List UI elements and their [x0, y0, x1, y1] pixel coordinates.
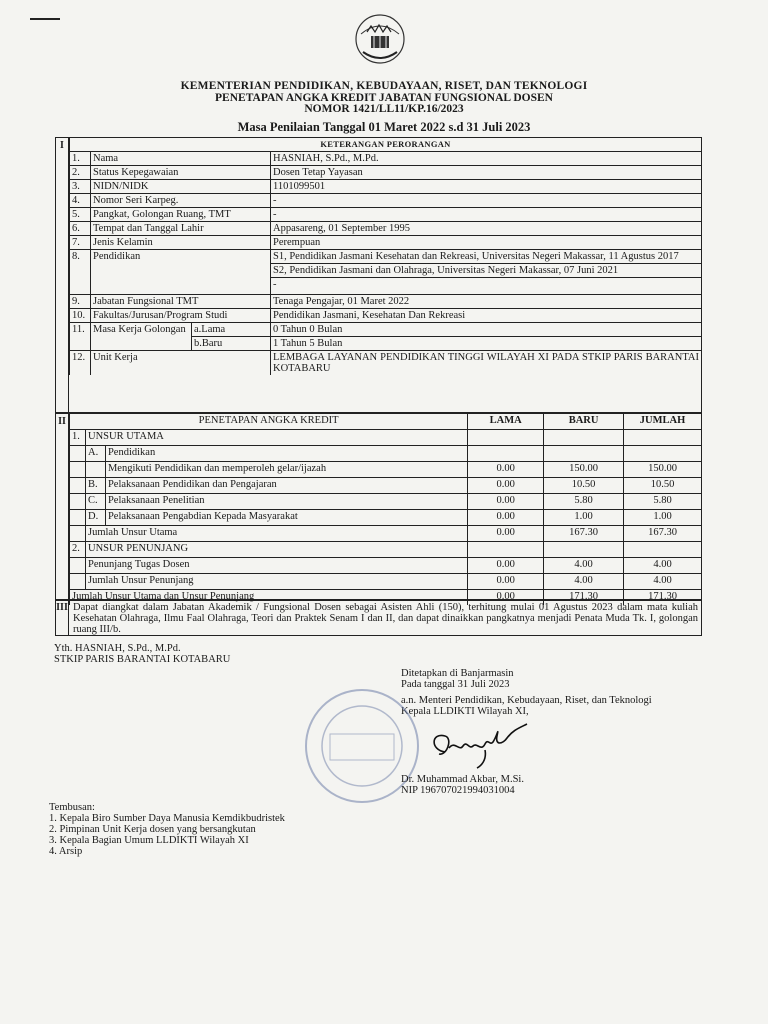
- table-row: [70, 494, 702, 510]
- tut-wuri-handayani-logo: [347, 12, 413, 68]
- lama-label: a.Lama: [192, 323, 271, 337]
- table-row: [70, 208, 702, 222]
- table-row: [70, 236, 702, 250]
- row-number: 10.: [70, 309, 91, 323]
- value-lama: 0.00: [468, 590, 544, 606]
- section-decision: [55, 600, 702, 636]
- table-row: [70, 558, 702, 574]
- row-label: Tempat dan Tanggal Lahir: [91, 222, 271, 236]
- row-number: 3.: [70, 180, 91, 194]
- value-lama: 0.00: [468, 558, 544, 574]
- row-number: 6.: [70, 222, 91, 236]
- list-item: 3. Kepala Bagian Umum LLDIKTI Wilayah XI: [49, 835, 249, 846]
- row-value: Tenaga Pengajar, 01 Maret 2022: [271, 295, 702, 309]
- item-label: Penunjang Tugas Dosen: [85, 558, 467, 574]
- list-item: 1. Kepala Biro Sumber Daya Manusia Kemdikbudristek: [49, 813, 285, 824]
- table-row: [70, 542, 702, 558]
- row-label: Jabatan Fungsional TMT: [91, 295, 271, 309]
- decision-text: Dapat diangkat dalam Jabatan Akademik / Fungsional Dosen sebagai Asisten Ahli (150), terhitung mulai 01 Agustus 2023 dalam mata kuliah Kesehatan Olahraga, Ilmu Faal Olahraga, Teori dan Praktek Senam I dan II, dan dapat dinaikkan pangkatnya menjadi Penata Muda Tk. I, golongan ruang III/b.: [73, 602, 698, 635]
- value-lama: 0.00: [468, 462, 544, 478]
- list-item: 4. Arsip: [49, 846, 83, 857]
- row-number: 2.: [70, 166, 91, 180]
- list-item: 2. Pimpinan Unit Kerja dosen yang bersangkutan: [49, 824, 256, 835]
- signatory-name: Dr. Muhammad Akbar, M.Si.: [401, 774, 524, 785]
- value-lama: 0.00: [468, 574, 544, 590]
- row-number: 11.: [70, 323, 91, 351]
- section-credit-score: [55, 413, 702, 600]
- row-number: 4.: [70, 194, 91, 208]
- table-row: [70, 166, 702, 180]
- baru-value: 1 Tahun 5 Bulan: [271, 337, 702, 351]
- row-value: -: [271, 208, 702, 222]
- handwritten-signature: [425, 722, 535, 772]
- value-baru: 150.00: [544, 462, 624, 478]
- table-row: [70, 323, 702, 337]
- row-label: Fakultas/Jurusan/Program Studi: [91, 309, 271, 323]
- row-value: Perempuan: [271, 236, 702, 250]
- scan-mark: [30, 18, 60, 20]
- item-letter: B.: [85, 478, 105, 494]
- group-title: UNSUR UTAMA: [85, 430, 467, 446]
- assessment-period: Masa Penilaian Tanggal 01 Maret 2022 s.d 31 Juli 2023: [237, 120, 531, 134]
- value-jumlah: 150.00: [624, 462, 702, 478]
- group-title: UNSUR PENUNJANG: [85, 542, 467, 558]
- carbon-copy-title: Tembusan:: [49, 802, 95, 813]
- value-jumlah: 167.30: [624, 526, 702, 542]
- row-value: Pendidikan Jasmani, Kesehatan Dan Rekreasi: [271, 309, 702, 323]
- value-jumlah: 4.00: [624, 558, 702, 574]
- row-label: Status Kepegawaian: [91, 166, 271, 180]
- row-number: 7.: [70, 236, 91, 250]
- item-letter: C.: [85, 494, 105, 510]
- recipient-block: [54, 643, 230, 665]
- subtotal-label: Jumlah Unsur Utama: [85, 526, 467, 542]
- total-label: Jumlah Unsur Utama dan Unsur Penunjang: [70, 590, 468, 606]
- value-baru: 167.30: [544, 526, 624, 542]
- value-jumlah: 10.50: [624, 478, 702, 494]
- table-row: [70, 152, 702, 166]
- table-row: [70, 526, 702, 542]
- value-lama: 0.00: [468, 478, 544, 494]
- signatory-nip: NIP 196707021994031004: [401, 785, 515, 796]
- table-row: [70, 194, 702, 208]
- section-number: I: [56, 138, 69, 412]
- recipient-name: Yth. HASNIAH, S.Pd., M.Pd.: [54, 643, 181, 654]
- row-label: Pangkat, Golongan Ruang, TMT: [91, 208, 271, 222]
- row-label: Nomor Seri Karpeg.: [91, 194, 271, 208]
- value-baru: 4.00: [544, 558, 624, 574]
- recipient-institution: STKIP PARIS BARANTAI KOTABARU: [54, 654, 231, 665]
- subtotal-label: Jumlah Unsur Penunjang: [85, 574, 467, 590]
- table-row: [70, 430, 702, 446]
- row-label: Nama: [91, 152, 271, 166]
- item-letter: A.: [85, 446, 105, 462]
- table-row: [70, 446, 702, 462]
- value-lama: 0.00: [468, 510, 544, 526]
- item-label: Mengikuti Pendidikan dan memperoleh gelar/ijazah: [105, 462, 467, 478]
- table-row: [70, 222, 702, 236]
- credit-score-table: [69, 414, 702, 605]
- table-row: [70, 462, 702, 478]
- signature-on-behalf: a.n. Menteri Pendidikan, Kebudayaan, Riset, dan Teknologi: [401, 695, 652, 706]
- education-s2: S2, Pendidikan Jasmani dan Olahraga, Universitas Negeri Makassar, 07 Juni 2021: [271, 264, 702, 278]
- table-row: [70, 180, 702, 194]
- column-header-lama: LAMA: [468, 414, 544, 430]
- value-baru: 171.30: [544, 590, 624, 606]
- baru-label: b.Baru: [192, 337, 271, 351]
- item-label: Pelaksanaan Pendidikan dan Pengajaran: [105, 478, 467, 494]
- item-label: Pelaksanaan Pengabdian Kepada Masyarakat: [105, 510, 467, 526]
- value-lama: 0.00: [468, 526, 544, 542]
- education-s1: S1, Pendidikan Jasmani Kesehatan dan Rekreasi, Universitas Negeri Makassar, 11 Agustus 2017: [271, 250, 702, 264]
- ministry-title: KEMENTERIAN PENDIDIKAN, KEBUDAYAAN, RISET, DAN TEKNOLOGI: [180, 80, 588, 92]
- signature-place: Ditetapkan di Banjarmasin: [401, 668, 514, 679]
- section-personal-info: [55, 137, 702, 413]
- column-header-jumlah: JUMLAH: [624, 414, 702, 430]
- table-row: [70, 250, 702, 264]
- row-value: HASNIAH, S.Pd., M.Pd.: [271, 152, 702, 166]
- document-title: PENETAPAN ANGKA KREDIT JABATAN FUNGSIONAL DOSEN: [215, 92, 553, 104]
- lama-value: 0 Tahun 0 Bulan: [271, 323, 702, 337]
- row-value: LEMBAGA LAYANAN PENDIDIKAN TINGGI WILAYAH XI PADA STKIP PARIS BARANTAI KOTABARU: [271, 351, 702, 376]
- row-label: Pendidikan: [91, 250, 271, 295]
- table-row: [70, 478, 702, 494]
- document-number: NOMOR 1421/LL11/KP.16/2023: [304, 103, 464, 115]
- row-number: 1.: [70, 152, 91, 166]
- row-number: 2.: [70, 542, 86, 558]
- table-row: [70, 138, 702, 152]
- row-number: 8.: [70, 250, 91, 295]
- column-header-baru: BARU: [544, 414, 624, 430]
- item-label: Pelaksanaan Penelitian: [105, 494, 467, 510]
- item-letter: D.: [85, 510, 105, 526]
- row-number: 9.: [70, 295, 91, 309]
- table-row: [70, 351, 702, 376]
- education-s3: -: [271, 278, 702, 295]
- section-title: PENETAPAN ANGKA KREDIT: [70, 414, 468, 430]
- row-number: 1.: [70, 430, 86, 446]
- value-lama: 0.00: [468, 494, 544, 510]
- carbon-copy-list: [49, 802, 285, 857]
- signature-date: Pada tanggal 31 Juli 2023: [401, 679, 510, 690]
- row-value: 1101099501: [271, 180, 702, 194]
- row-value: Dosen Tetap Yayasan: [271, 166, 702, 180]
- table-row: [70, 574, 702, 590]
- value-jumlah: 1.00: [624, 510, 702, 526]
- section-number: III: [56, 601, 69, 635]
- table-row: [70, 414, 702, 430]
- section-title: KETERANGAN PERORANGAN: [70, 138, 702, 152]
- value-baru: 4.00: [544, 574, 624, 590]
- personal-info-table: [69, 138, 702, 375]
- value-baru: 1.00: [544, 510, 624, 526]
- value-baru: 5.80: [544, 494, 624, 510]
- row-label: Jenis Kelamin: [91, 236, 271, 250]
- table-row: [70, 510, 702, 526]
- value-jumlah: 5.80: [624, 494, 702, 510]
- value-jumlah: 171.30: [624, 590, 702, 606]
- row-label: Unit Kerja: [91, 351, 271, 376]
- signature-role: Kepala LLDIKTI Wilayah XI,: [401, 706, 529, 717]
- row-label: NIDN/NIDK: [91, 180, 271, 194]
- row-value: -: [271, 194, 702, 208]
- table-row: [70, 295, 702, 309]
- row-number: 5.: [70, 208, 91, 222]
- item-label: Pendidikan: [105, 446, 467, 462]
- row-number: 12.: [70, 351, 91, 376]
- table-row: [70, 309, 702, 323]
- row-label: Masa Kerja Golongan: [91, 323, 192, 351]
- section-number: II: [56, 414, 69, 599]
- row-value: Appasareng, 01 September 1995: [271, 222, 702, 236]
- value-jumlah: 4.00: [624, 574, 702, 590]
- value-baru: 10.50: [544, 478, 624, 494]
